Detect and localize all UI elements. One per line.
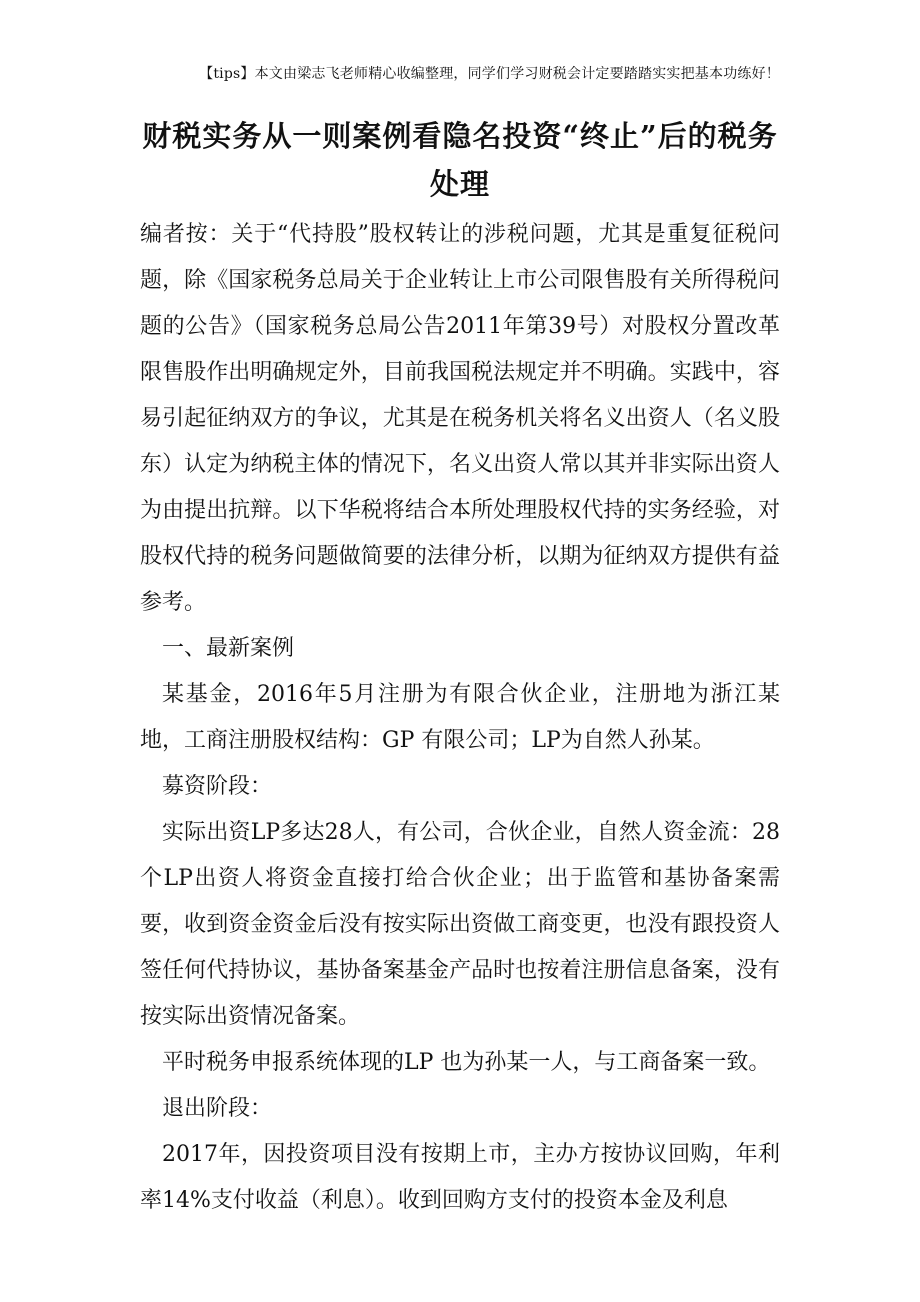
section-heading-latest-case: 一、最新案例 — [162, 636, 295, 661]
tips-header: 【tips】本文由梁志飞老师精心收编整理，同学们学习财税会计定要踏踏实实把基本功练好！ — [199, 66, 780, 82]
editor-note-paragraph: 编者按：关于“代持股”股权转让的涉税问题，尤其是重复征税问题，除《国家税务总局关于企业转让上市公司限售股有关所得税问题的公告》（国家税务总局公告2011年第39号）对股权分置改革限售股作出明确规定外，目前我国税法规定并不明确。实践中，容易引起征纳双方的争议，尤其是在税务机关将名义出资人（名义股东）认定为纳税主体的情况下，名义出资人常以其并非实际出资人为由提出抗辩。以下华税将结合本所处理股权代持的实务经验，对股权代持的税务问题做简要的法律分析，以期为征纳双方提供有益参考。 — [140, 222, 780, 615]
exit-stage-heading: 退出阶段： — [162, 1096, 273, 1121]
exit-stage-paragraph: 2017年，因投资项目没有按期上市，主办方按协议回购，年利率14%支付收益（利息）。收到回购方支付的投资本金及利息 — [140, 1142, 780, 1213]
document-title: 财税实务从一则案例看隐名投资“终止”后的税务处理 — [142, 119, 778, 201]
fundraising-stage-paragraph: 实际出资LP多达28人，有公司，合伙企业，自然人资金流：28个LP出资人将资金直接打给合伙企业；出于监管和基协备案需要，收到资金资金后没有按实际出资做工商变更，也没有跟投资人签任何代持协议，基协备案基金产品时也按着注册信息备案，没有按实际出资情况备案。 — [140, 820, 780, 1029]
document-body — [140, 212, 780, 1224]
tax-declaration-paragraph: 平时税务申报系统体现的LP 也为孙某一人，与工商备案一致。 — [162, 1050, 771, 1075]
fundraising-stage-heading: 募资阶段： — [162, 774, 273, 799]
case-intro-paragraph: 某基金，2016年5月注册为有限合伙企业，注册地为浙江某地，工商注册股权结构：GP 有限公司；LP为自然人孙某。 — [140, 682, 780, 753]
